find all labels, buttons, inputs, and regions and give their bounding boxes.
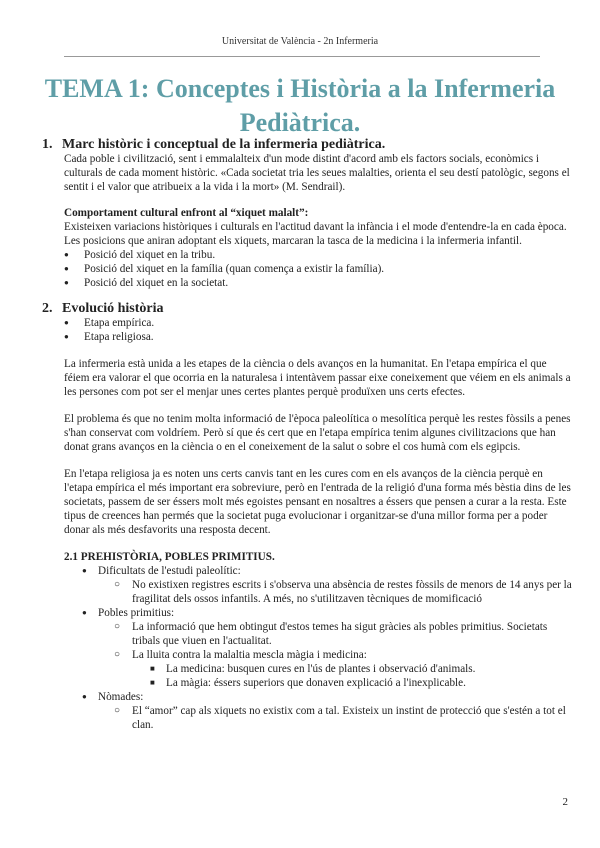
sub-list — [98, 704, 572, 732]
section-2-heading — [42, 302, 572, 316]
list-item: ● Etapa religiosa. — [42, 330, 572, 344]
section-2-bullets — [42, 316, 572, 344]
list-item — [64, 564, 572, 606]
section-2-1 — [42, 550, 572, 732]
section-1-paragraph: Cada poble i civilització, sent i emmalalteix d'un mode distint d'acord amb els factors socials, econòmics i culturals de cada moment històric. «Cada societat tria les seues malalties, orienta el seu destí patològic, segons el sentit i el valor que atribueix a la vida i la mort» (M. Sendrail). — [64, 153, 570, 193]
section-2-paragraph: La infermeria està unida a les etapes de la ciència o dels avanços en la humanitat. En l'etapa empírica el que féiem era valorar el que ocorria en la naturalesa i intentàvem passar eixe coneixement que véiem en els animals a les persones com pot ser el menjar unes certes plantes perquè produïxen uns certs efectes. — [64, 358, 571, 398]
document-title — [40, 72, 560, 140]
sub-sub-list — [132, 662, 572, 690]
section-1-number: 1. — [42, 137, 53, 152]
sub-sub-list-item: ■ La màgia: éssers superiors que donaven explicació a l'inexplicable. — [132, 676, 572, 690]
section-2-1-list — [64, 564, 572, 732]
document-body — [42, 138, 572, 732]
sub-list — [98, 620, 572, 690]
sub-list-item: ○ La informació que hem obtingut d'estos temes ha sigut gràcies als pobles primitius. Societats tribals que viuen en l'actualitat. — [98, 620, 572, 648]
list-item: ● Etapa empírica. — [42, 316, 572, 330]
list-item: ● Posició del xiquet en la tribu. — [42, 248, 572, 262]
section-1-heading — [42, 138, 572, 152]
list-item: ● Posició del xiquet en la societat. — [42, 276, 572, 290]
sub-sub-list-item: ■ La medicina: busquen cures en l'ús de plantes i observació d'animals. — [132, 662, 572, 676]
section-1-title: Marc històric i conceptual de la infermeria pediàtrica. — [62, 137, 386, 152]
header-divider — [64, 56, 540, 57]
sub-list — [98, 578, 572, 606]
list-item — [64, 606, 572, 690]
section-2-number: 2. — [42, 301, 53, 316]
list-item-label: Dificultats de l'estudi paleolític: — [98, 565, 241, 577]
section-1-subparagraph: Existeixen variacions històriques i culturals en l'actitud davant la infància i el mode d'entendre-la en cada època. Les posicions que aniran adoptant els xiquets, marcaran la tasca de la medicina i la infermeria infantil. — [64, 221, 567, 247]
title-line-1: TEMA 1: Conceptes i Història a la Infermeria — [44, 74, 556, 103]
list-item-label: Pobles primitius: — [98, 607, 175, 619]
section-1 — [42, 138, 572, 290]
list-item-label: Nòmades: — [98, 691, 144, 703]
sub-list-item: ○ No existixen registres escrits i s'observa una absència de restes fòssils de menors de 14 anys per la fragilitat dels ossos infantils. A més, no s'utilitzaven tècniques de momificació — [98, 578, 572, 606]
section-2-paragraph: En l'etapa religiosa ja es noten uns certs canvis tant en les cures com en els avanços de la ciència perquè en l'etapa empírica el més important era sobreviure, però en l'entrada de la religió d'una forma més bèstia dins de les societats, passem de ser éssers molt més egoistes pensant en nosaltres a éssers que pensen a curar a la resta. Este tipus de creences han permés que la societat puga evolucionar i organitzar-se d'una millor forma per a poder donar als més desfavorits una resposta decent. — [64, 468, 571, 536]
page-number: 2 — [562, 796, 568, 808]
section-2-paragraph: El problema és que no tenim molta informació de l'època paleolítica o mesolítica perquè les restes fòssils a penes s'han conservat com voldríem. Però sí que és cert que en l'etapa empírica tenim algunes civilitzacions que han donat grans avanços en la ciència o en el coneixement de la salut o sobre el cos humà com els egipcis. — [64, 413, 571, 453]
sub-list-item-label: La lluita contra la malaltia mescla màgia i medicina: — [132, 649, 367, 661]
title-line-2: Pediàtrica. — [239, 108, 361, 137]
section-1-subheading: Comportament cultural enfront al “xiquet malalt”: — [64, 207, 309, 219]
sub-list-item: ○ El “amor” cap als xiquets no existix com a tal. Existeix un instint de protecció que s'estén a tot el clan. — [98, 704, 572, 732]
section-1-bullets — [42, 248, 572, 290]
list-item — [64, 690, 572, 732]
list-item: ● Posició del xiquet en la família (quan comença a existir la família). — [42, 262, 572, 276]
section-2 — [42, 302, 572, 537]
section-2-title: Evolució història — [62, 301, 164, 316]
section-2-1-heading: 2.1 PREHISTÒRIA, POBLES PRIMITIUS. — [64, 551, 275, 563]
page-header: Universitat de València - 2n Infermeria — [221, 36, 379, 47]
sub-list-item — [98, 648, 572, 690]
